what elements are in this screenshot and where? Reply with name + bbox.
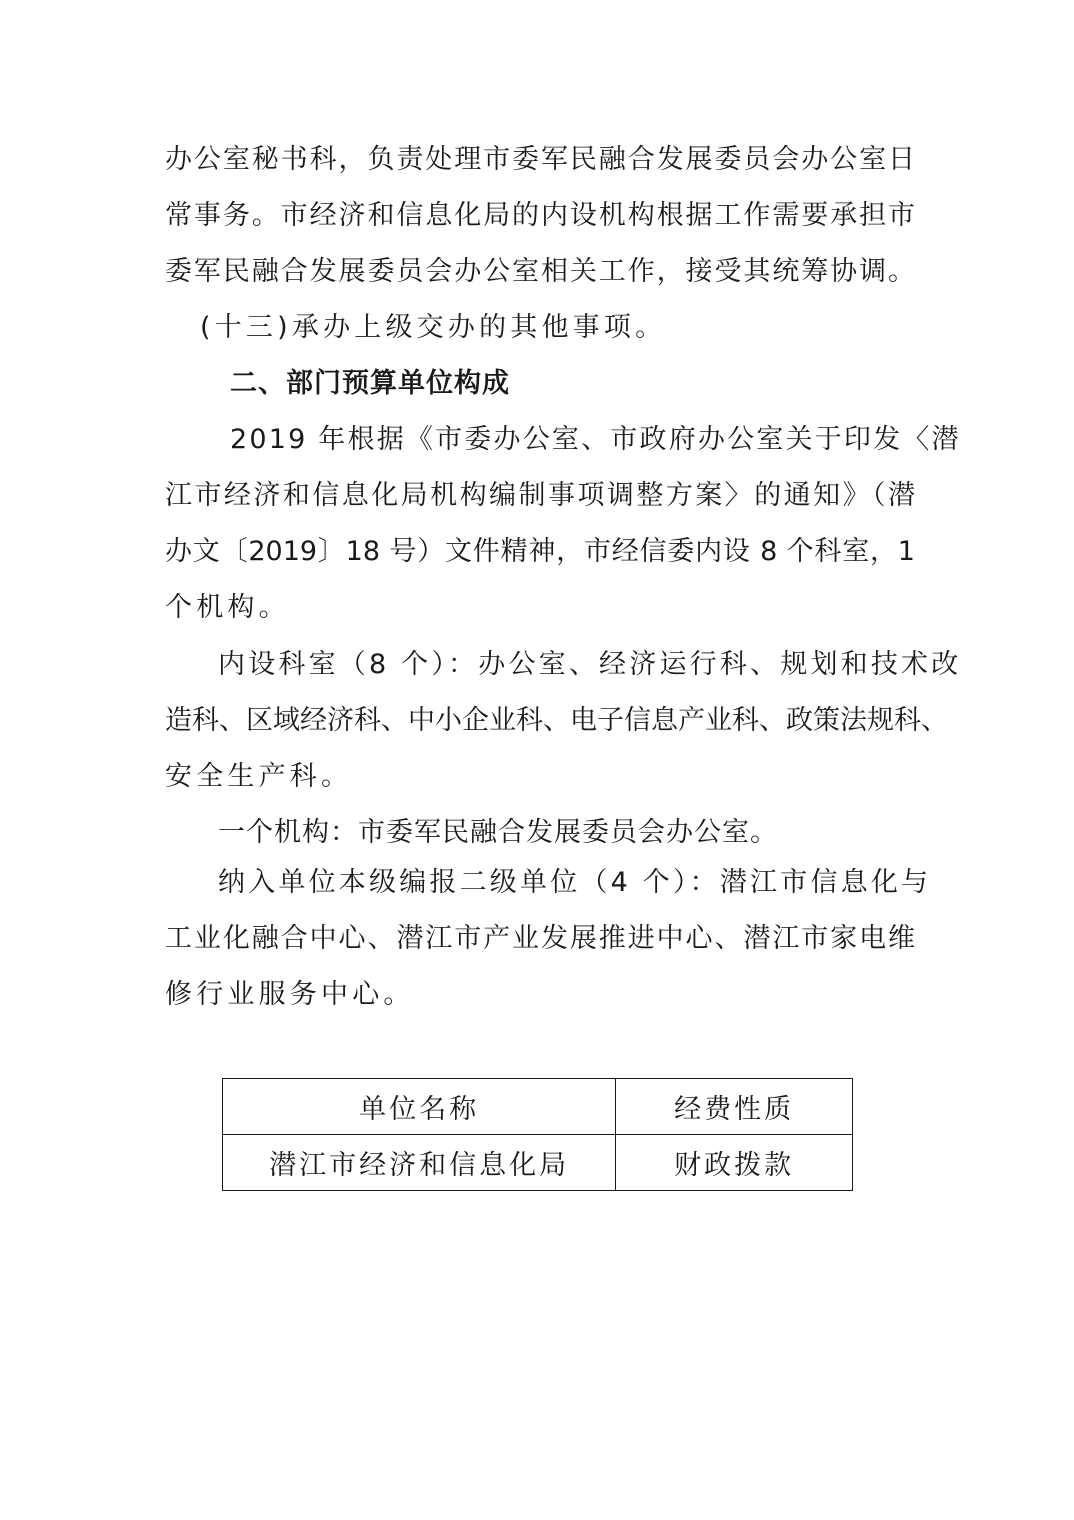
table-cell: 财政拨款 <box>616 1135 853 1191</box>
paragraph-line: 个机构。 <box>165 592 290 623</box>
paragraph-line: 委军民融合发展委员会办公室相关工作，接受其统筹协调。 <box>165 256 915 287</box>
table-cell: 潜江市经济和信息化局 <box>223 1135 616 1191</box>
paragraph-line: 内设科室（8 个）：办公室、经济运行科、规划和技术改 <box>218 649 962 680</box>
paragraph-line: 安全生产科。 <box>165 761 353 792</box>
table-header-cell: 经费性质 <box>616 1079 853 1135</box>
paragraph-line: 办文〔2019〕18 号）文件精神，市经信委内设 8 个科室，1 <box>165 536 915 567</box>
paragraph-line: 办公室秘书科，负责处理市委军民融合发展委员会办公室日 <box>165 144 915 175</box>
table-header-row <box>223 1079 853 1135</box>
paragraph-line: 造科、区域经济科、中小企业科、电子信息产业科、政策法规科、 <box>165 705 948 736</box>
paragraph-line: 纳入单位本级编报二级单位（4 个）：潜江市信息化与 <box>218 867 932 898</box>
table-header-cell: 单位名称 <box>223 1079 616 1135</box>
paragraph-line: 工业化融合中心、潜江市产业发展推进中心、潜江市家电维 <box>165 923 915 954</box>
paragraph-line: 修行业服务中心。 <box>165 979 415 1010</box>
paragraph-line: 常事务。市经济和信息化局的内设机构根据工作需要承担市 <box>165 200 915 231</box>
section-heading: 二、部门预算单位构成 <box>230 368 510 399</box>
paragraph-line: 江市经济和信息化局机构编制事项调整方案〉的通知》（潜 <box>165 480 915 511</box>
paragraph-line: 一个机构：市委军民融合发展委员会办公室。 <box>218 817 778 848</box>
paragraph-line: (十三)承办上级交办的其他事项。 <box>200 312 667 343</box>
budget-unit-table <box>222 1078 853 1191</box>
table-row <box>223 1135 853 1191</box>
paragraph-line: 2019 年根据《市委办公室、市政府办公室关于印发〈潜 <box>230 424 961 455</box>
